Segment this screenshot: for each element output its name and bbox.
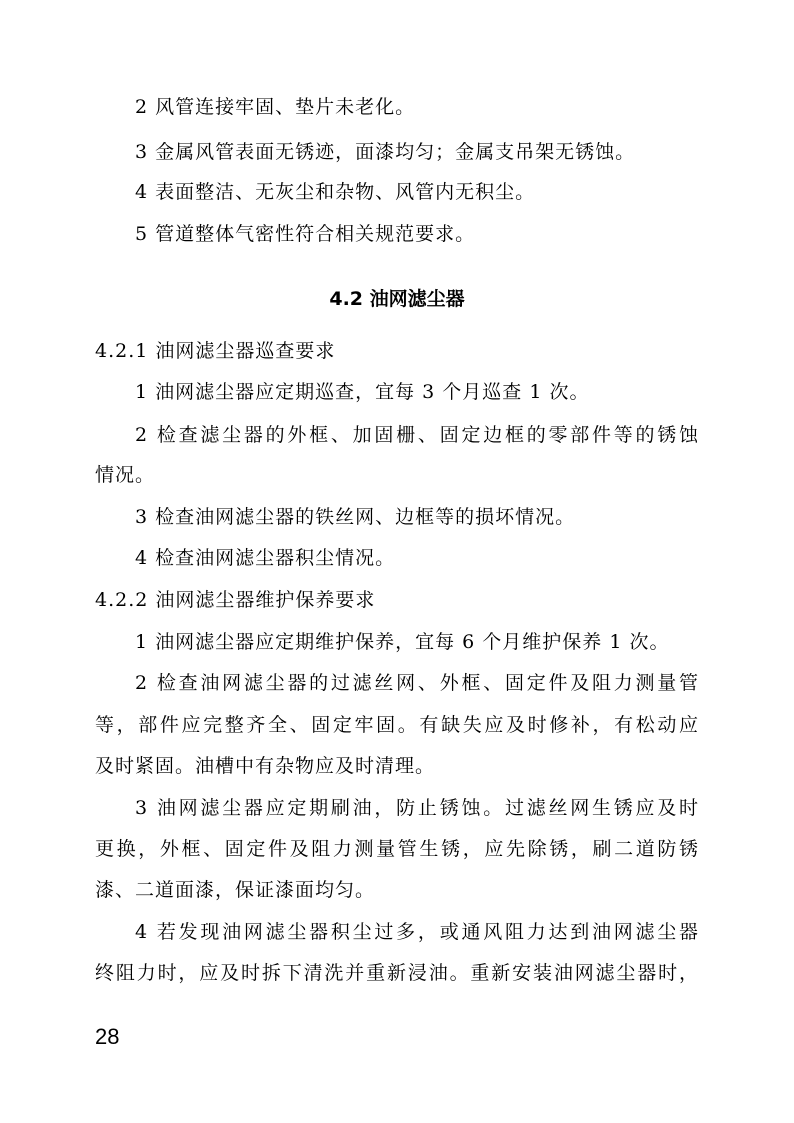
list-item: 1 油网滤尘器应定期维护保养，宜每 6 个月维护保养 1 次。 xyxy=(135,631,670,653)
list-item: 2 检查滤尘器的外框、加固栅、固定边框的零部件等的锈蚀 xyxy=(135,424,699,446)
list-item: 4 检查油网滤尘器积尘情况。 xyxy=(135,547,396,569)
list-item: 2 检查油网滤尘器的过滤丝网、外框、固定件及阻力测量管 xyxy=(135,672,699,694)
page-number: 28 xyxy=(95,1024,120,1049)
list-item-continuation: 更换，外框、固定件及阻力测量管生锈，应先除锈，刷二道防锈 xyxy=(95,838,699,860)
list-item: 5 管道整体气密性符合相关规范要求。 xyxy=(135,223,476,245)
list-item-continuation: 情况。 xyxy=(95,464,156,486)
list-item-continuation: 及时紧固。油槽中有杂物应及时清理。 xyxy=(95,755,436,777)
list-item-continuation: 等，部件应完整齐全、固定牢固。有缺失应及时修补，有松动应 xyxy=(95,714,699,736)
subsection-heading: 4.2.1 油网滤尘器巡查要求 xyxy=(95,340,336,362)
list-item-continuation: 终阻力时，应及时拆下清洗并重新浸油。重新安装油网滤尘器时， xyxy=(95,962,699,984)
list-item: 3 油网滤尘器应定期刷油，防止锈蚀。过滤丝网生锈应及时 xyxy=(135,797,699,819)
list-item: 4 若发现油网滤尘器积尘过多，或通风阻力达到油网滤尘器 xyxy=(135,921,699,943)
list-item: 1 油网滤尘器应定期巡查，宜每 3 个月巡查 1 次。 xyxy=(135,381,590,403)
subsection-heading: 4.2.2 油网滤尘器维护保养要求 xyxy=(95,589,376,611)
section-heading: 4.2 油网滤尘器 xyxy=(329,288,465,310)
list-item: 3 金属风管表面无锈迹，面漆均匀；金属支吊架无锈蚀。 xyxy=(135,141,636,163)
list-item: 4 表面整洁、无灰尘和杂物、风管内无积尘。 xyxy=(135,181,536,203)
list-item: 3 检查油网滤尘器的铁丝网、边框等的损坏情况。 xyxy=(135,506,576,528)
list-item-continuation: 漆、二道面漆，保证漆面均匀。 xyxy=(95,879,376,901)
list-item: 2 风管连接牢固、垫片未老化。 xyxy=(135,96,416,118)
